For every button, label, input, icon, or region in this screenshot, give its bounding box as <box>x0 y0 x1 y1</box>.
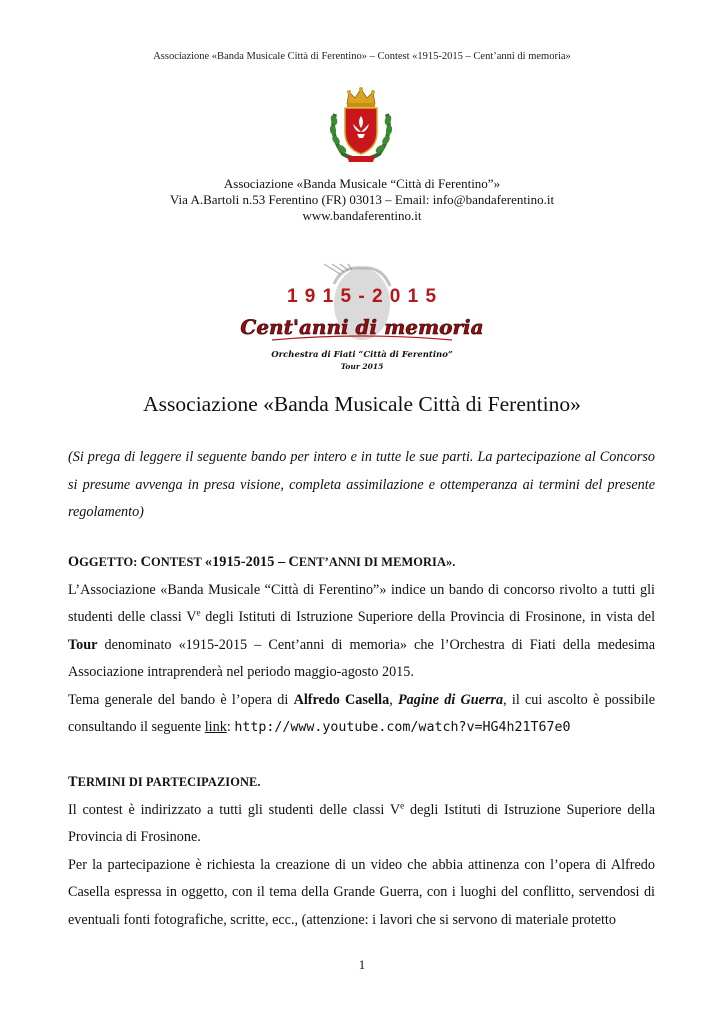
termini-heading: TERMINI DI PARTECIPAZIONE. <box>68 774 261 790</box>
main-title: Associazione «Banda Musicale Città di Ferentino» <box>143 392 581 416</box>
organization-name: Associazione «Banda Musicale “Città di Ferentino”» <box>223 176 501 191</box>
logo-years: 1 9 1 5 - 2 0 1 5 <box>286 286 438 307</box>
oggetto-paragraph-2: Tema generale del bando è l’opera di Alfredo Casella, Pagine di Guerra, il cui ascolto è possibile consultando il seguente link: http://www.youtube.com/watch?v=HG4h21T67e0 <box>68 691 656 735</box>
reading-notice: (Si prega di leggere il seguente bando per intero e in tutte le sue parti. La partecipazione al Concorso si presume avvenga in presa visione, completa assimilazione e ottemperanza ai termini del presente regolamento) <box>68 449 655 520</box>
logo-tour: Tour 2015 <box>340 362 384 371</box>
logo-orchestra: Orchestra di Fiati “Città di Ferentino” <box>271 350 453 360</box>
oggetto-paragraph-1: L’Associazione «Banda Musicale “Città di Ferentino”» indice un bando di concorso rivolto a tutti gli studenti delle classi Ve degli Istituti di Istruzione Superiore della Provincia di Frosinone, in vista del Tour denominato «1915-2015 – Cent’anni di memoria» che l’Orchestra di Fiati della medesima Associazione intraprenderà nel periodo maggio-agosto 2015. <box>68 581 656 680</box>
youtube-url[interactable]: http://www.youtube.com/watch?v=HG4h21T67e0 <box>234 720 571 735</box>
coat-of-arms-crest <box>327 84 395 166</box>
page-number: 1 <box>358 957 366 972</box>
oggetto-heading: OGGETTO: CONTEST «1915-2015 – CENT’ANNI DI MEMORIA». <box>68 554 456 570</box>
termini-paragraph-2: Per la partecipazione è richiesta la creazione di un video che abbia attinenza con l’opera di Alfredo Casella espressa in oggetto, con il tema della Grande Guerra, con i luoghi del conflitto, servendosi di eventuali fonti fotografiche, scritte, ecc., (attenzione: i lavori che si servono di materiale protetto <box>68 856 655 928</box>
link-text[interactable]: link <box>204 719 227 735</box>
organization-website: www.bandaferentino.it <box>302 208 422 223</box>
termini-paragraph-1: Il contest è indirizzato a tutti gli studenti delle classi Ve degli Istituti di Istruzione Superiore della Provincia di Frosinone. <box>68 799 655 845</box>
tour-logo <box>240 264 484 382</box>
section-oggetto <box>68 549 655 742</box>
running-header: Associazione «Banda Musicale Città di Ferentino» – Contest «1915-2015 – Cent’anni di memoria» <box>153 51 571 62</box>
organization-block <box>0 176 724 224</box>
organization-address: Via A.Bartoli n.53 Ferentino (FR) 03013 – Email: info@bandaferentino.it <box>169 192 555 207</box>
section-termini <box>68 769 655 934</box>
logo-centanni: Cent'anni di memoria <box>240 315 484 339</box>
